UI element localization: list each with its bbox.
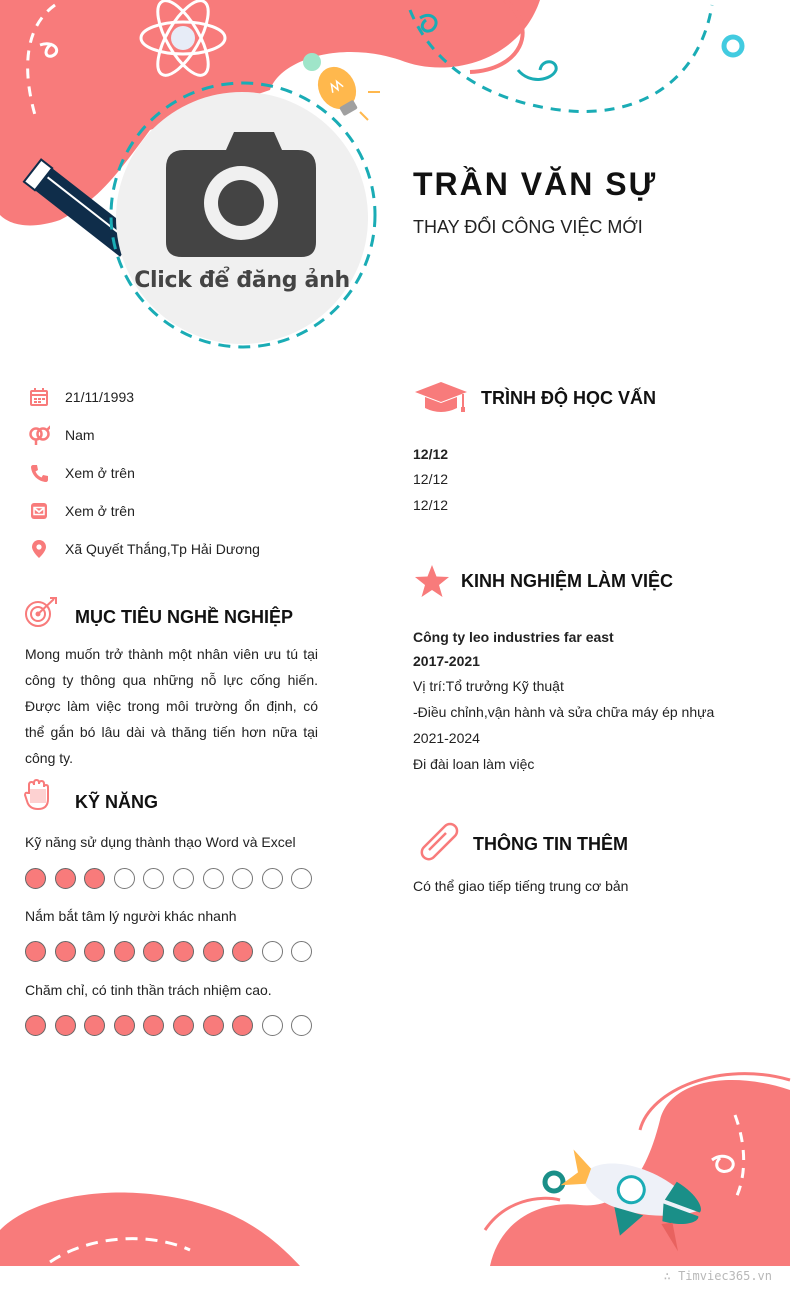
skill-dot-empty <box>262 1015 283 1036</box>
company-name: Công ty leo industries far east <box>413 629 614 645</box>
skill-dot-empty <box>114 868 135 889</box>
skill-dot-empty <box>291 1015 312 1036</box>
gender-text: Nam <box>65 427 95 443</box>
skill-dot-empty <box>291 868 312 889</box>
skill-rating <box>25 1015 312 1036</box>
skill-dot-empty <box>291 941 312 962</box>
job-title: THAY ĐỔI CÔNG VIỆC MỚI <box>413 217 643 237</box>
contact-address <box>28 537 260 561</box>
calendar-icon <box>28 386 50 408</box>
skill-dot-filled <box>55 868 76 889</box>
skill-dot-filled <box>232 1015 253 1036</box>
skill-dot-filled <box>25 868 46 889</box>
hand-icon <box>24 779 50 811</box>
skill-dot-filled <box>25 1015 46 1036</box>
avatar-upload[interactable] <box>116 92 368 344</box>
skill-dot-filled <box>84 868 105 889</box>
location-icon <box>28 538 50 560</box>
skill-dot-filled <box>143 941 164 962</box>
skill-dot-filled <box>25 941 46 962</box>
education-line: 12/12 <box>413 446 449 462</box>
birthday-text: 21/11/1993 <box>65 389 135 405</box>
skill-dot-empty <box>143 868 164 889</box>
objective-title: MỤC TIÊU NGHỀ NGHIỆP <box>75 607 294 627</box>
star-icon <box>414 564 450 598</box>
skill-dot-filled <box>114 941 135 962</box>
contact-gender <box>28 423 95 447</box>
skill-dot-filled <box>203 941 224 962</box>
skill-dot-empty <box>203 868 224 889</box>
skill-rating <box>25 868 312 889</box>
skill-dot-filled <box>143 1015 164 1036</box>
skill-dot-filled <box>84 941 105 962</box>
experience-line: 2021-2024 <box>413 730 480 746</box>
extra-info-title: THÔNG TIN THÊM <box>473 834 628 854</box>
graduation-cap-icon <box>413 380 469 414</box>
gender-icon <box>28 424 50 446</box>
skill-dot-empty <box>173 868 194 889</box>
experience-line: -Điều chỉnh,vận hành và sửa chữa máy ép nhựa <box>413 704 715 720</box>
contact-email <box>28 499 135 523</box>
experience-title: KINH NGHIỆM LÀM VIỆC <box>461 571 674 591</box>
skill-name: Chăm chỉ, có tinh thần trách nhiệm cao. <box>25 982 272 998</box>
contact-birthday <box>28 385 135 409</box>
skill-dot-empty <box>232 868 253 889</box>
skill-name: Nắm bắt tâm lý người khác nhanh <box>25 908 237 924</box>
skill-dot-empty <box>262 868 283 889</box>
skill-dot-filled <box>232 941 253 962</box>
skill-dot-filled <box>173 941 194 962</box>
skill-dot-empty <box>262 941 283 962</box>
email-icon <box>28 500 50 522</box>
phone-icon <box>28 462 50 484</box>
experience-line: Đi đài loan làm việc <box>413 756 535 772</box>
candidate-name: TRẦN VĂN SỰ <box>413 166 658 202</box>
education-title: TRÌNH ĐỘ HỌC VẤN <box>481 388 656 408</box>
address-text: Xã Quyết Thắng,Tp Hải Dương <box>65 541 260 557</box>
skill-dot-filled <box>55 1015 76 1036</box>
extra-info-text: Có thể giao tiếp tiếng trung cơ bản <box>413 878 629 894</box>
objective-text: Mong muốn trở thành một nhân viên ưu tú tại công ty thông qua những nỗ lực cống hiến. Được làm việc trong môi trường ổn định, có thể gắn bó lâu dài và thăng tiến hơn nữa tại công ty. <box>25 646 318 766</box>
skills-title: KỸ NĂNG <box>75 792 159 812</box>
phone-text: Xem ở trên <box>65 465 135 481</box>
skill-dot-filled <box>203 1015 224 1036</box>
experience-line: Vị trí:Tổ trưởng Kỹ thuật <box>413 678 564 694</box>
skill-dot-filled <box>114 1015 135 1036</box>
education-line: 12/12 <box>413 497 449 513</box>
avatar-upload-label[interactable]: Click để đăng ảnh <box>134 268 350 293</box>
email-text: Xem ở trên <box>65 503 135 519</box>
target-icon <box>24 596 58 630</box>
skill-dot-filled <box>173 1015 194 1036</box>
skill-dot-filled <box>84 1015 105 1036</box>
work-period: 2017-2021 <box>413 653 480 669</box>
skill-rating <box>25 941 312 962</box>
paperclip-icon <box>416 822 460 864</box>
skill-name: Kỹ năng sử dụng thành thạo Word và Excel <box>25 834 296 850</box>
camera-icon <box>116 92 368 344</box>
watermark: ∴ Timviec365.vn <box>663 1269 772 1283</box>
education-line: 12/12 <box>413 471 449 487</box>
skill-dot-filled <box>55 941 76 962</box>
contact-phone <box>28 461 135 485</box>
